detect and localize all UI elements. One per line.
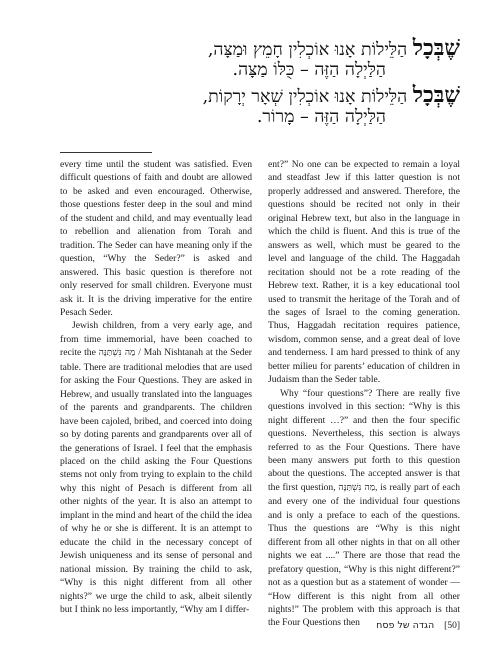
running-title: הגדה של פסח <box>376 620 435 631</box>
left-p2-end: / Mah Nishtanah at the Seder table. There are traditional melodies that are used for asking the Four Questions. They are asked in Hebrew, and usually translated into the languages of the parents and grandparents. The children have been cajoled, bribed, and coerced into doing so by doting parents and grandparents over all of the generations of Israel. I feel that the emphasis placed on the child asking the Four Questions stems not only from trying to explain to the child why this night of Pesach is different from all other nights of the year. It is also an attempt to implant in the mind and heart of the child the idea of why he or she is different. It is an attempt to educate the child in the necessary concept of Jewish uniqueness and its sense of personal and national mission. By training the child to ask, “Why is this night different from all other nights?” we urge the child to ask, albeit silently but I think no less importantly, “Why am I differ- <box>60 347 252 615</box>
hebrew-inline-term: מַה נִּשְׁתַּנָּה <box>338 482 376 493</box>
left-paragraph-1: every time until the student was satisfied. Even difficult questions of faith and doubt are allowed to be asked and even encouraged. Otherwise, those questions fester deep in the soul and mind of the student and child, and may eventually lead to rebellion and alienation from Torah and tradition. The Seder can have meaning only if the question, “Why the Seder?” is asked and answered. This basic question is therefore not only reserved for small children. Everyone must ask it. It is the driving imperative for the entire Pesach Seder. <box>60 159 252 318</box>
hebrew-header <box>60 35 460 127</box>
right-p2-start: Why “four questions”? There are really five questions involved in this section: “Why is this night different …?” and then the four specific questions. Nevertheless, this section is always referred to as the Four Questions. There have been many answers put forth to this question about the questions. The accepted answer is that the first question, <box>268 387 460 493</box>
hebrew-inline-term: מַה נִּשְׁתַּנָּה <box>98 348 136 359</box>
right-p2-end: , is really part of each and every one of the individual four questions and is only a preface to each of the questions. Thus the questions are “Why is this night different from all other nights in that on all other nights we eat ....” There are those that read the prefatory question, “Why is this night different?” not as a question but as a statement of wonder — “How different is this night from all other nights!” The problem with this approach is that the Four Questions then <box>268 481 461 629</box>
hebrew-line-1 <box>60 35 460 61</box>
hebrew-line-3-text: הַלֵּילוֹת אָנוּ אוֹכְלִין שְׁאָר יְרָקוֹת, <box>202 87 408 107</box>
right-column <box>268 158 460 630</box>
right-paragraph-1: ent?” No one can be expected to remain a loyal and steadfast Jew if this latter question is not properly addressed and answered. Therefore, the questions should be recited not only in their original Hebrew text, but also in the language in which the child is fluent. And this is true of the answers as well, which must be geared to the level and language of the child. The Haggadah recitation should not be a rote reading of the Hebrew text. Rather, it is a key educational tool used to transmit the heritage of the Torah and of the sages of Israel to the coming generation. Thus, Haggadah recitation requires patience, wisdom, common sense, and a great deal of love and tenderness. I am hard pressed to think of any better milieu for parents’ education of children in Judaism than the Seder table. <box>268 159 460 386</box>
page-footer <box>60 620 460 631</box>
page-number: [50] <box>444 620 460 631</box>
left-p2-start: Jewish children, from a very early age, and from time immemorial, have been coached to recite the <box>60 320 252 359</box>
hebrew-bold-word-1: שֶׁבְּכָל <box>412 35 460 61</box>
hebrew-bold-word-2: שֶׁבְּכָל <box>412 82 460 108</box>
body-columns <box>60 158 460 630</box>
hebrew-line-3 <box>60 82 460 108</box>
hebrew-line-1-text: הַלֵּילוֹת אָנוּ אוֹכְלִין חָמֵץ וּמַצָּה, <box>207 40 408 60</box>
right-paragraph-2 <box>268 387 460 630</box>
left-column <box>60 158 252 630</box>
hebrew-line-4: הַלַּיְלָה הַזֶּה – מָרוֹר. <box>256 107 386 127</box>
left-paragraph-2 <box>60 319 252 616</box>
header-divider <box>60 152 152 153</box>
hebrew-line-2: הַלַּיְלָה הַזֶּה – כֻּלּוֹ מַצָּה. <box>232 60 386 80</box>
